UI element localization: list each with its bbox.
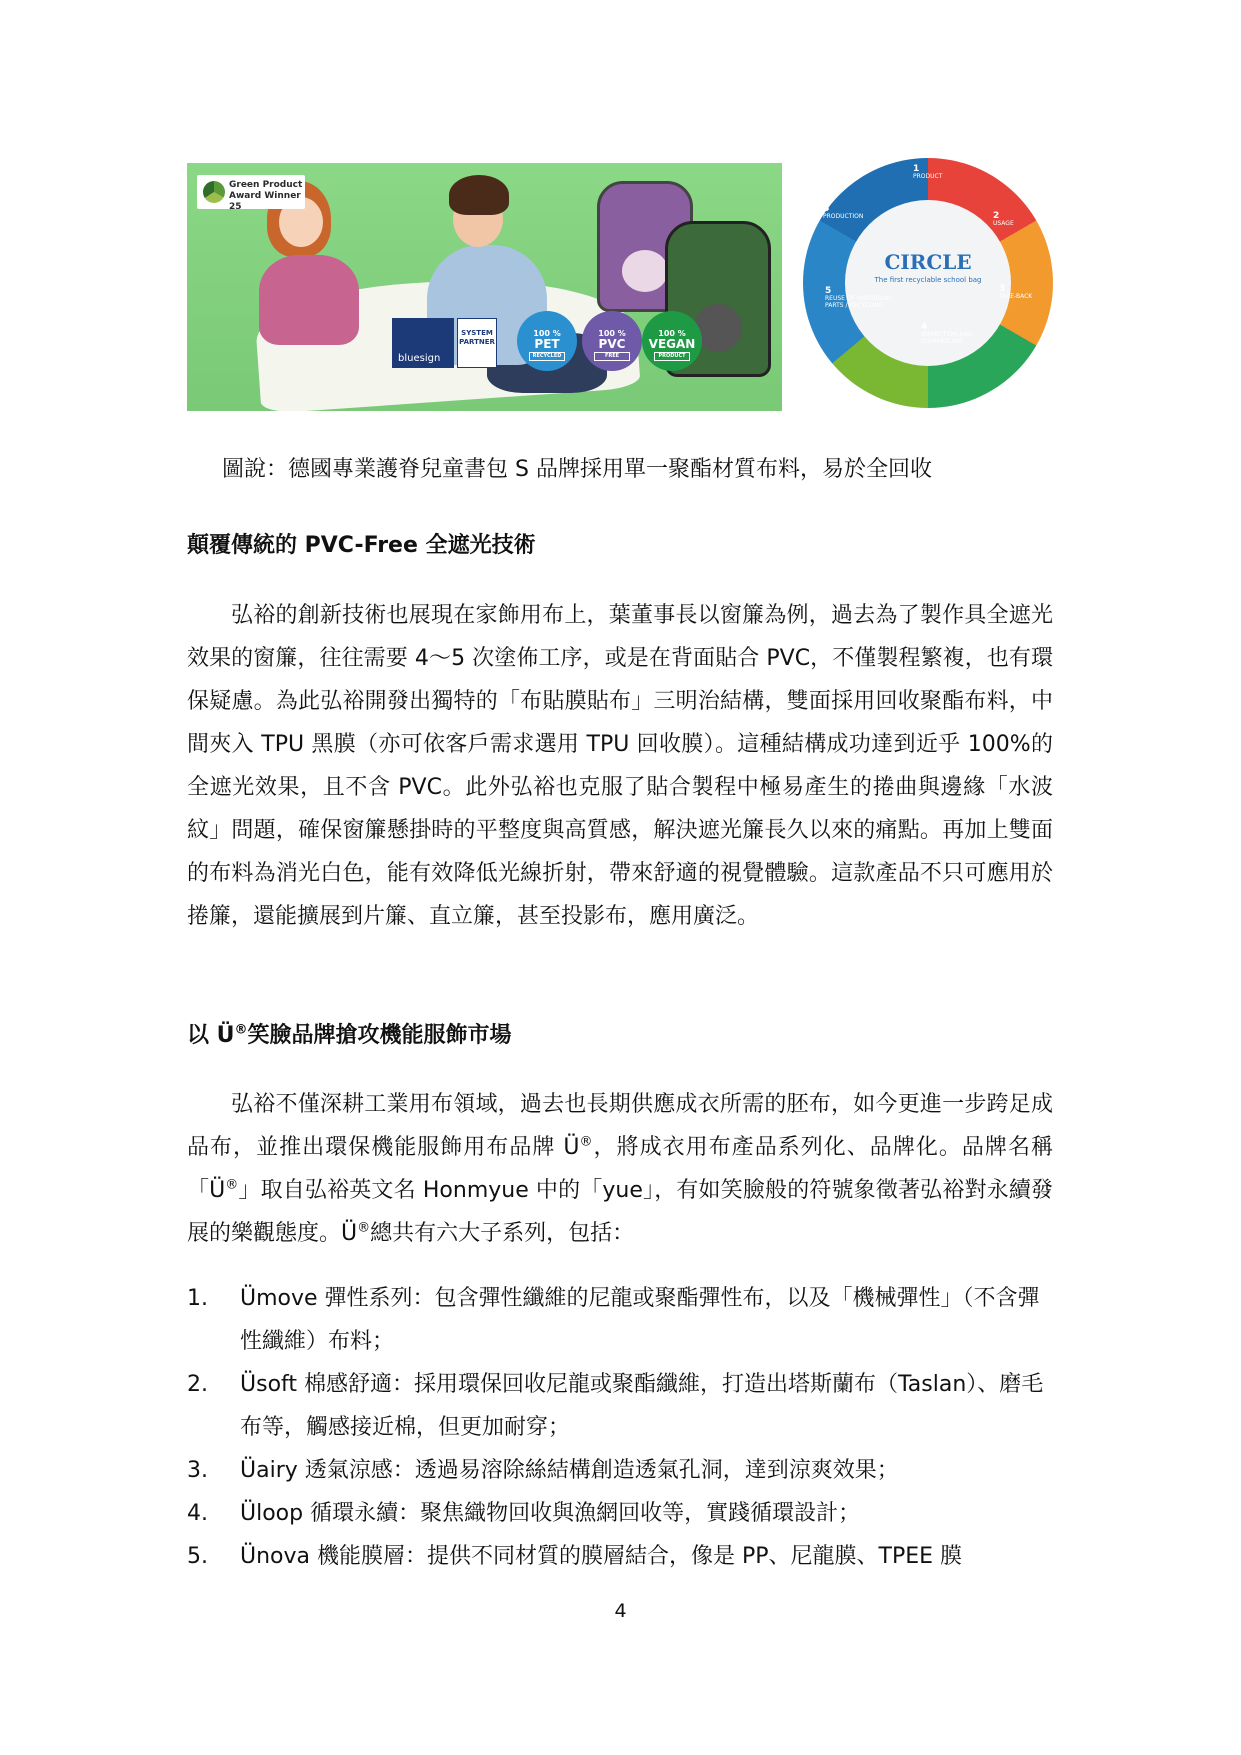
cycle-step-6: 6 PRODUCTION [823, 204, 864, 220]
paragraph-blackout [187, 594, 1053, 938]
list-item: 5. Ünova 機能膜層：提供不同材質的膜層結合，像是 PP、尼龍膜、TPEE 膜 [187, 1544, 963, 1569]
award-text: Green Product Award Winner 25 [229, 180, 303, 212]
kids-backpack-photo [187, 163, 782, 411]
award-logo-icon [203, 181, 225, 203]
pvc-free-badge: 100 % PVC FREE [582, 311, 642, 371]
vegan-product-badge: 100 % VEGAN PRODUCT [642, 311, 702, 371]
cycle-step-4: 4 INSPECTION AND DISMANTLING [921, 322, 973, 345]
bluesign-logo [392, 318, 454, 368]
sub-series-list [187, 1277, 1053, 1578]
paragraph-brand [187, 1083, 1053, 1255]
bluesign-text: bluesign [398, 353, 441, 364]
list-item: 3. Üairy 透氣涼感：透過易溶除絲結構創造透氣孔洞，達到涼爽效果； [187, 1458, 899, 1483]
page-number: 4 [614, 1600, 627, 1622]
green-product-award-badge [197, 175, 305, 212]
list-item: 4. Üloop 循環永續：聚焦織物回收與漁網回收等，實踐循環設計； [187, 1501, 861, 1526]
figure-caption: 圖說：德國專業護脊兒童書包 S 品牌採用單一聚酯材質布料，易於全回收 [222, 457, 932, 482]
paragraph-text: 弘裕不僅深耕工業用布領域，過去也長期供應成衣所需的胚布，如今更進一步跨足成品布，並推出環保機能服飾用布品牌 Ü®，將成衣用布產品系列化、品牌化。品牌名稱「Ü®」取自弘裕英文名 Honmyue 中的「yue」，有如笑臉般的符號象徵著弘裕對永續發展的樂觀態度。Ü®總共有六大子系列，包括： [187, 1092, 1053, 1246]
list-item: 1. Ümove 彈性系列：包含彈性纖維的尼龍或聚酯彈性布，以及「機械彈性」（不含彈性纖維）布料； [187, 1286, 1040, 1354]
section-heading-brand: 以 Ü®笑臉品牌搶攻機能服飾市場 [187, 1022, 512, 1048]
girl-body [259, 255, 359, 345]
circle-subtitle: The first recyclable school bag [874, 276, 982, 284]
cycle-step-5: 5 REUSE OF INDIVIDUAL PARTS / RECYCLING [825, 286, 892, 309]
section-heading-pvc-free: 顛覆傳統的 PVC-Free 全遮光技術 [187, 533, 536, 558]
list-item: 2. Üsoft 棉感舒適：採用環保回收尼龍或聚酯纖維，打造出塔斯蘭布（Taslan）、磨毛布等，觸感接近棉，但更加耐穿； [187, 1372, 1044, 1440]
boy-hair [449, 175, 509, 215]
system-partner-label: SYSTEM PARTNER [457, 318, 497, 368]
circle-title: CIRCLE [884, 250, 972, 274]
cycle-step-1: 1 PRODUCT [913, 164, 943, 180]
cycle-step-3: 3 TAKE-BACK [999, 284, 1033, 300]
cycle-step-2: 2 USAGE [993, 211, 1014, 227]
pet-recycled-badge: 100 % PET RECYCLED [517, 311, 577, 371]
circle-recycling-diagram [803, 158, 1053, 416]
paragraph-text: 弘裕的創新技術也展現在家飾用布上，葉董事長以窗簾為例，過去為了製作具全遮光效果的窗簾，往往需要 4～5 次塗佈工序，或是在背面貼合 PVC，不僅製程繁複，也有環保疑慮。為此弘裕開發出獨特的「布貼膜貼布」三明治結構，雙面採用回收聚酯布料，中間夾入 TPU 黑膜（亦可依客戶需求選用 TPU 回收膜）。這種結構成功達到近乎 100%的全遮光效果，且不含 PVC。此外弘裕也克服了貼合製程中極易產生的捲曲與邊緣「水波紋」問題，確保窗簾懸掛時的平整度與高質感，解決遮光簾長久以來的痛點。再加上雙面的布料為消光白色，能有效降低光線折射，帶來舒適的視覺體驗。這款產品不只可應用於捲簾，還能擴展到片簾、直立簾，甚至投影布，應用廣泛。 [187, 603, 1053, 929]
